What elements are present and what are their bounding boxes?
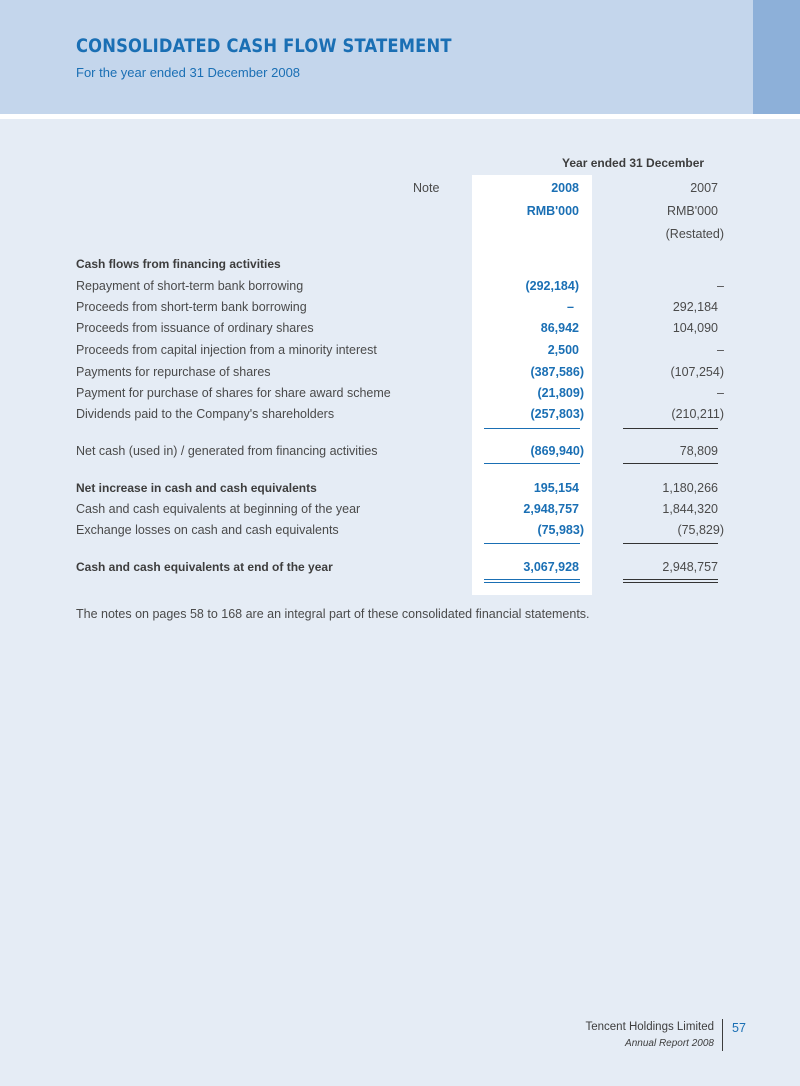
row-value-2008: (387,586) (530, 365, 584, 379)
net-increase-2008: 195,154 (533, 481, 579, 495)
header-divider (0, 114, 800, 119)
net-financing-label: Net cash (used in) / generated from financing activities (76, 444, 378, 458)
note-heading: Note (413, 181, 440, 195)
net-increase-label: Net increase in cash and cash equivalents (76, 481, 317, 495)
footer-company: Tencent Holdings Limited (585, 1021, 714, 1033)
end-of-year-2007: 2,948,757 (662, 560, 718, 574)
row-value-2008: 86,942 (540, 321, 579, 335)
fx-rule-2007 (623, 543, 718, 544)
row-value-2008: – (567, 300, 574, 314)
year-2008-heading: 2008 (551, 181, 579, 195)
footer-report: Annual Report 2008 (625, 1038, 714, 1049)
restated-note: (Restated) (665, 227, 724, 241)
row-value-2007: (107,254) (670, 365, 724, 379)
header-tab (753, 0, 800, 114)
total-rule-2008-bottom (484, 582, 580, 583)
row-value-2008: (21,809) (537, 386, 584, 400)
row-label: Proceeds from short-term bank borrowing (76, 300, 307, 314)
fx-rule-2008 (484, 543, 580, 544)
fx-losses-label: Exchange losses on cash and cash equivalents (76, 523, 339, 537)
fx-losses-2007: (75,829) (677, 523, 724, 537)
page-subtitle: For the year ended 31 December 2008 (76, 65, 301, 80)
subtotal-rule-2008 (484, 428, 580, 429)
beginning-2008: 2,948,757 (523, 502, 579, 516)
period-heading: Year ended 31 December (562, 156, 705, 170)
page-title: CONSOLIDATED CASH FLOW STATEMENT (76, 35, 452, 57)
row-label: Dividends paid to the Company's shareholders (76, 407, 335, 421)
beginning-label: Cash and cash equivalents at beginning of the year (76, 502, 361, 516)
unit-2007: RMB'000 (666, 204, 718, 218)
row-label: Proceeds from capital injection from a minority interest (76, 343, 377, 357)
net-increase-2007: 1,180,266 (662, 481, 718, 495)
row-label: Proceeds from issuance of ordinary shares (76, 321, 314, 335)
row-value-2007: – (717, 343, 724, 357)
page-number: 57 (732, 1021, 746, 1035)
row-value-2007: – (717, 386, 724, 400)
end-of-year-2008: 3,067,928 (523, 560, 579, 574)
row-label: Repayment of short-term bank borrowing (76, 279, 304, 293)
row-label: Payment for purchase of shares for share award scheme (76, 386, 391, 400)
unit-2008: RMB'000 (526, 204, 579, 218)
row-label: Payments for repurchase of shares (76, 365, 271, 379)
total-rule-2007-bottom (623, 582, 718, 583)
row-value-2007: (210,211) (671, 407, 724, 421)
beginning-2007: 1,844,320 (662, 502, 718, 516)
row-value-2007: 104,090 (672, 321, 718, 335)
row-value-2008: (292,184) (525, 279, 579, 293)
footnote: The notes on pages 58 to 168 are an integral part of these consolidated financial statements. (76, 607, 590, 621)
net-rule-2008 (484, 463, 580, 464)
row-value-2007: 292,184 (672, 300, 718, 314)
row-value-2007: – (717, 279, 724, 293)
net-financing-2008: (869,940) (530, 444, 584, 458)
row-value-2008: (257,803) (530, 407, 584, 421)
year-2007-heading: 2007 (690, 181, 718, 195)
section-heading: Cash flows from financing activities (76, 257, 281, 271)
total-rule-2007-top (623, 579, 718, 580)
net-rule-2007 (623, 463, 718, 464)
row-value-2008: 2,500 (547, 343, 579, 357)
total-rule-2008-top (484, 579, 580, 580)
net-financing-2007: 78,809 (679, 444, 718, 458)
end-of-year-label: Cash and cash equivalents at end of the year (76, 560, 333, 574)
subtotal-rule-2007 (623, 428, 718, 429)
header-banner (0, 0, 800, 114)
footer-divider (722, 1019, 723, 1051)
fx-losses-2008: (75,983) (537, 523, 584, 537)
